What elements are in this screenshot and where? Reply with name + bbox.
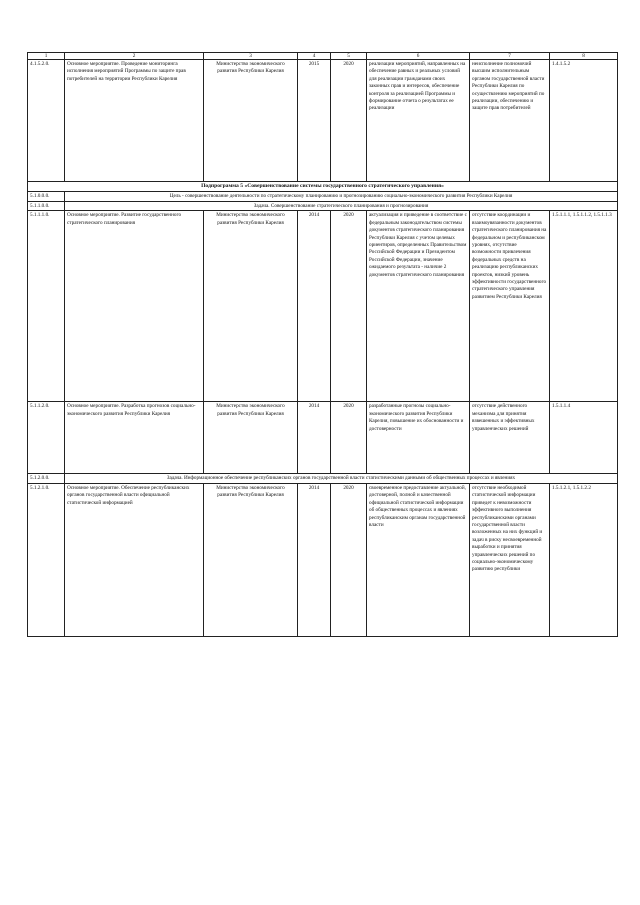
row-indicator: 1.5.1.1.1, 1.5.1.1.2, 1.5.1.1.3 xyxy=(550,211,618,402)
row-indicator: 1.5.1.2.1, 1.5.1.2.2 xyxy=(550,483,618,636)
task-row xyxy=(28,474,618,484)
row-name: Основное мероприятие. Обеспечение республиканских органов государственной власти официальной статистической информацией xyxy=(65,483,204,636)
row-indicator: 1.4.1.5.2 xyxy=(550,60,618,182)
table-row xyxy=(28,60,618,182)
row-consequence-cell xyxy=(470,60,550,182)
subprogram-row xyxy=(28,182,618,192)
row-consequence: исполнительным органом государственной власти Республики Карелия по осуществлению мероприятий по реализации, обеспечению и защите прав потребителей xyxy=(472,68,545,112)
row-name: Основное мероприятие. Развитие государственного стратегического планирования xyxy=(65,211,204,402)
column-header: 4 xyxy=(298,53,331,60)
table-row xyxy=(28,211,618,402)
row-code: 5.1.1.2.0. xyxy=(28,402,65,474)
row-start-year: 2015 xyxy=(298,60,331,182)
row-executor: Министерство экономического развития Республики Карелия xyxy=(204,60,298,182)
row-consequence-lead: неисполнение полномочий высшим xyxy=(472,61,532,75)
column-header: 2 xyxy=(65,53,204,60)
row-end-year: 2020 xyxy=(331,211,367,402)
column-header: 8 xyxy=(550,53,618,60)
task-text: Задача. Информационное обеспечение республиканских органов государственной власти статистическими данными об общественных процессах и явлениях xyxy=(65,474,618,484)
task-text: Задача. Совершенствование стратегического планирования и прогнозирования xyxy=(65,201,618,211)
row-name: Основное мероприятие. Разработка прогнозов социально-экономического развития Республики Карелия xyxy=(65,402,204,474)
column-header: 6 xyxy=(367,53,470,60)
row-result: своевременное предоставление актуальной, достоверной, полной и качественной официальной статистической информации об общественных процессах и явлениях республиканским органам государственной власти xyxy=(367,483,470,636)
row-start-year: 2014 xyxy=(298,483,331,636)
goal-text: Цель - совершенствование деятельности по стратегическому планированию и прогнозированию социально-экономического развития Республики Карелия xyxy=(65,192,618,202)
column-header: 5 xyxy=(331,53,367,60)
row-executor: Министерство экономического развития Республики Карелия xyxy=(204,402,298,474)
column-header: 3 xyxy=(204,53,298,60)
column-number-row xyxy=(28,53,618,60)
row-consequence: отсутствие координации и взаимоувязанности документов стратегического планирования на федеральном и республиканском уровнях, отсутствие возможности привлечения федеральных средств на реализацию республиканских проектов, низкий уровень эффективности государственного стратегического управления развитием Республики Карелия xyxy=(470,211,550,402)
column-header: 1 xyxy=(28,53,65,60)
row-consequence: отсутствие действенного механизма для принятия взвешенных и эффективных управленческих решений xyxy=(470,402,550,474)
row-code: 4.1.5.2.0. xyxy=(28,60,65,182)
row-result: разработанные прогнозы социально-экономического развития Республики Карелия, повышение их обоснованности и достоверности xyxy=(367,402,470,474)
row-consequence: отсутствие необходимой статистической информации приведет к невозможности эффективного выполнения республиканскими органами государственной власти возложенных на них функций и задач в риску несвоевременной выработки и принятия управленческих решений по социально-экономическому развитию республики xyxy=(470,483,550,636)
row-start-year: 2014 xyxy=(298,211,331,402)
row-code: 5.1.2.1.0. xyxy=(28,483,65,636)
table-row xyxy=(28,483,618,636)
program-table xyxy=(27,52,618,637)
goal-row xyxy=(28,192,618,202)
row-name: Основное мероприятие. Проведение мониторинга исполнения мероприятий Программы по защите прав потребителей на территории Республики Карелия xyxy=(65,60,204,182)
row-end-year: 2020 xyxy=(331,483,367,636)
task-code: 5.1.2.0.0. xyxy=(28,474,65,484)
row-end-year: 2020 xyxy=(331,402,367,474)
row-indicator: 1.5.1.1.4 xyxy=(550,402,618,474)
goal-code: 5.1.0.0.0. xyxy=(28,192,65,202)
row-result: актуализация и приведение в соответствие с федеральным законодательством системы документов стратегического планирования Республики Карелия с учетом целевых ориентиров, определенных Правительством Российской Федерации и Президентом Российской Федерации, значение ожидаемого результата - наличие 2 документов стратегического планирования xyxy=(367,211,470,402)
row-start-year: 2014 xyxy=(298,402,331,474)
column-header: 7 xyxy=(470,53,550,60)
row-executor: Министерство экономического развития Республики Карелия xyxy=(204,483,298,636)
task-code: 5.1.1.0.0. xyxy=(28,201,65,211)
row-end-year: 2020 xyxy=(331,60,367,182)
table-row xyxy=(28,402,618,474)
subprogram-title: Подпрограмма 5 «Совершенствование системы государственного стратегического управления» xyxy=(28,182,618,192)
row-code: 5.1.1.1.0. xyxy=(28,211,65,402)
row-result: реализации мероприятий, направленных на обеспечение равных и реальных условий для реализации гражданами своих законных прав и интересов, обеспечение контроля за реализацией Программы и формирование отчета о результатах ее реализации xyxy=(367,60,470,182)
row-executor: Министерство экономического развития Республики Карелия xyxy=(204,211,298,402)
task-row xyxy=(28,201,618,211)
